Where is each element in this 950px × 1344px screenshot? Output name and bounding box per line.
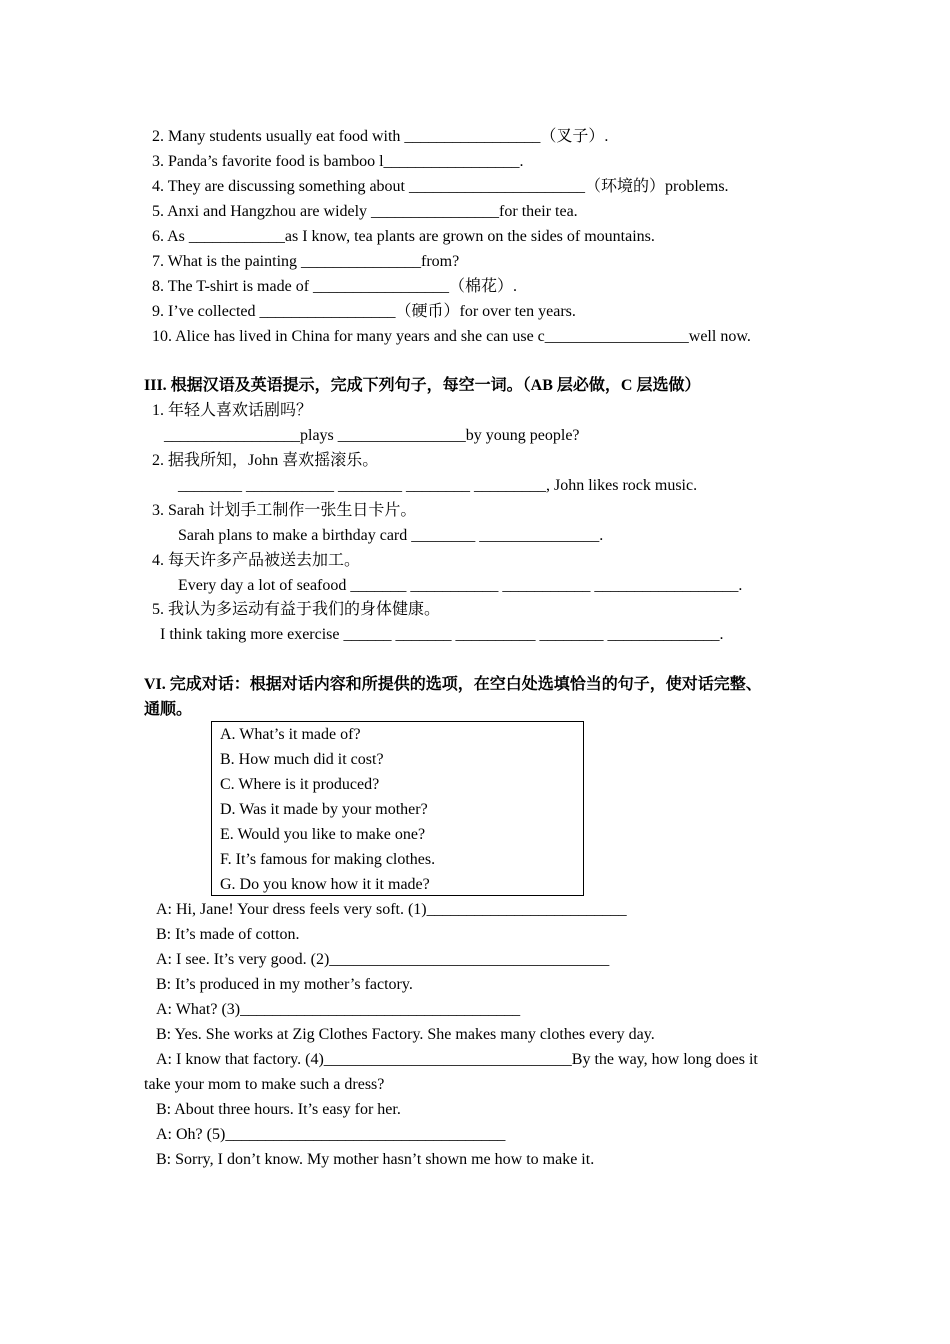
dialogue-line: A: Oh? (5)___________________________________ <box>156 1126 506 1143</box>
vocab-item-2: 2. Many students usually eat food with _________________（叉子）. <box>152 128 609 145</box>
translation-prompt-5: 5. 我认为多运动有益于我们的身体健康。 <box>152 601 441 618</box>
vocab-item-8: 8. The T-shirt is made of _________________（棉花）. <box>152 278 518 295</box>
dialogue-line: A: I see. It’s very good. (2)___________________________________ <box>156 951 610 968</box>
vocab-item-7: 7. What is the painting _______________from? <box>152 253 460 270</box>
translation-answer-3: Sarah plans to make a birthday card ________ _______________. <box>178 527 604 544</box>
translation-answer-4: Every day a lot of seafood _______ ___________ ___________ __________________. <box>178 577 743 594</box>
dialogue-line: B: It’s produced in my mother’s factory. <box>156 976 413 993</box>
dialogue-line: B: It’s made of cotton. <box>156 926 300 943</box>
option-d: D. Was it made by your mother? <box>220 801 428 818</box>
vocab-item-3: 3. Panda’s favorite food is bamboo l_________________. <box>152 153 524 170</box>
option-e: E. Would you like to make one? <box>220 826 426 843</box>
translation-answer-1: _________________plays ________________by young people? <box>164 427 580 444</box>
translation-prompt-4: 4. 每天许多产品被送去加工。 <box>152 552 361 569</box>
option-g: G. Do you know how it it made? <box>220 876 430 893</box>
translation-answer-5: I think taking more exercise ______ _______ __________ ________ ______________. <box>160 626 724 643</box>
option-a: A. What’s it made of? <box>220 726 361 743</box>
option-b: B. How much did it cost? <box>220 751 384 768</box>
dialogue-line: B: Yes. She works at Zig Clothes Factory. She makes many clothes every day. <box>156 1026 655 1043</box>
vocab-item-4: 4. They are discussing something about ______________________（环境的）problems. <box>152 178 729 195</box>
vocab-item-9: 9. I’ve collected _________________（硬币）for over ten years. <box>152 303 576 320</box>
dialogue-line: A: Hi, Jane! Your dress feels very soft. (1)_________________________ <box>156 901 627 918</box>
section-iii-heading: III. 根据汉语及英语提示，完成下列句子，每空一词。（AB 层必做，C 层选做） <box>144 377 701 394</box>
option-f: F. It’s famous for making clothes. <box>220 851 436 868</box>
vocab-item-10: 10. Alice has lived in China for many years and she can use c__________________well now. <box>152 328 751 345</box>
dialogue-line: A: What? (3)___________________________________ <box>156 1001 521 1018</box>
translation-answer-2: ________ ___________ ________ ________ _________, John likes rock music. <box>178 477 698 494</box>
vocab-item-6: 6. As ____________as I know, tea plants are grown on the sides of mountains. <box>152 228 655 245</box>
dialogue-line: A: I know that factory. (4)_______________________________By the way, how long does it <box>156 1051 758 1068</box>
dialogue-line: B: About three hours. It’s easy for her. <box>156 1101 401 1118</box>
translation-prompt-1: 1. 年轻人喜欢话剧吗？ <box>152 402 313 419</box>
option-c: C. Where is it produced? <box>220 776 380 793</box>
dialogue-line: B: Sorry, I don’t know. My mother hasn’t shown me how to make it. <box>156 1151 595 1168</box>
dialogue-line: take your mom to make such a dress? <box>144 1076 385 1093</box>
vocab-item-5: 5. Anxi and Hangzhou are widely ________________for their tea. <box>152 203 578 220</box>
translation-prompt-2: 2. 据我所知，John 喜欢摇滚乐。 <box>152 452 379 469</box>
section-vi-heading-cont: 通顺。 <box>144 701 193 718</box>
section-vi-heading: VI. 完成对话：根据对话内容和所提供的选项，在空白处选填恰当的句子，使对话完整、 <box>144 676 762 693</box>
translation-prompt-3: 3. Sarah 计划手工制作一张生日卡片。 <box>152 502 417 519</box>
